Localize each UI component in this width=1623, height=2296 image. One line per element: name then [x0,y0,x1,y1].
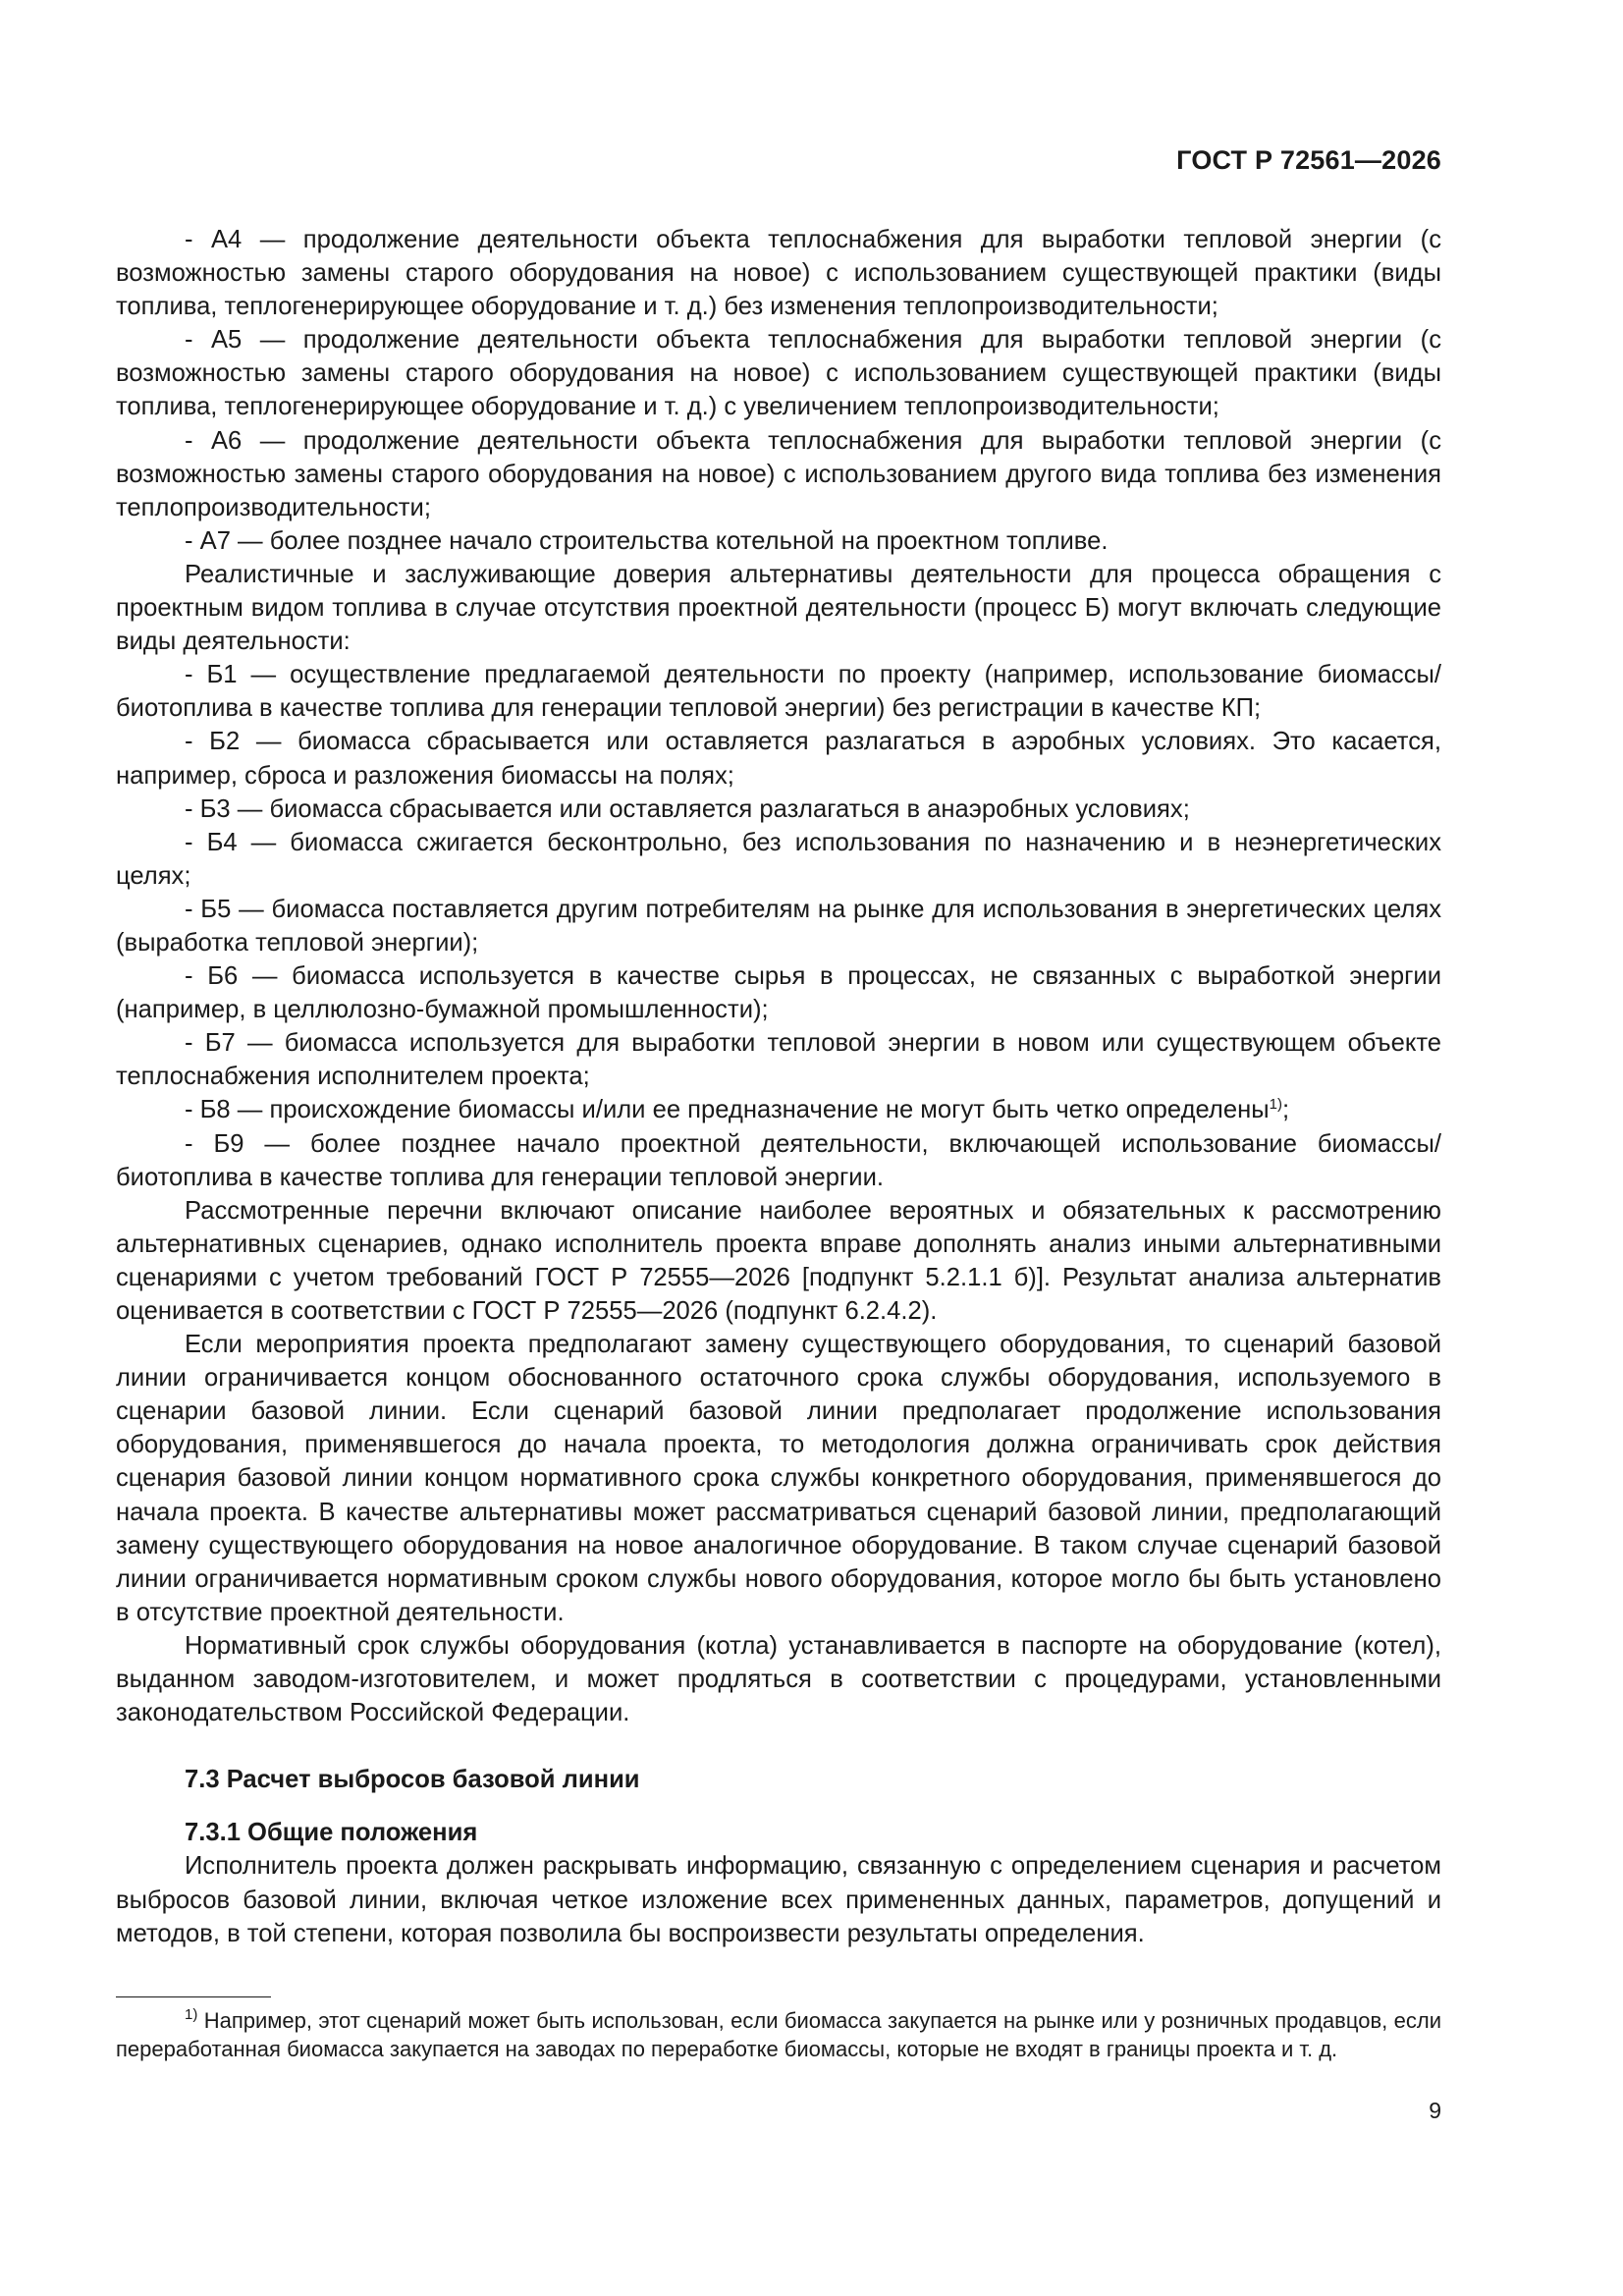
paragraph-disclosure: Исполнитель проекта должен раскрывать информацию, связанную с определением сценария и расчетом выбросов базовой линии, включая четкое изложение всех примененных данных, параметров, допущений и методов, в той степени, которая позволила бы воспроизвести результаты определения. [116,1852,1441,1947]
list-item-a4: - А4 — продолжение деятельности объекта теплоснабжения для выработки тепловой энергии (с возможностью замены старого оборудования на новое) с использованием существующей практики (виды топлива, теплогенерирующее оборудование и т. д.) без изменения теплопроизводительности; [116,226,1441,321]
standard-designation: ГОСТ Р 72561—2026 [1176,145,1441,175]
list-item-b8 [116,1093,1441,1126]
paragraph-service-life: Нормативный срок службы оборудования (котла) устанавливается в паспорте на оборудование (котел), выданном заводом-изготовителем, и может продляться в соответствии с процедурами, установленными законодательством Российской Федерации. [116,1631,1441,1727]
section-heading: 7.3 Расчет выбросов базовой линии [185,1766,640,1794]
subsection-heading: 7.3.1 Общие положения [185,1819,478,1847]
list-item-b1: - Б1 — осуществление предлагаемой деятельности по проекту (например, использование биомассы/ биотоплива в качестве топлива для генерации тепловой энергии) без регистрации в качестве КП; [116,661,1441,723]
list-item-b5: - Б5 — биомасса поставляется другим потребителям на рынке для использования в энергетических целях (выработка тепловой энергии); [116,895,1441,957]
list-item-a5: - А5 — продолжение деятельности объекта теплоснабжения для выработки тепловой энергии (с возможностью замены старого оборудования на новое) с использованием существующей практики (виды топлива, теплогенерирующее оборудование и т. д.) с увеличением теплопроизводительности; [116,326,1441,421]
list-item-a6: - А6 — продолжение деятельности объекта теплоснабжения для выработки тепловой энергии (с возможностью замены старого оборудования на новое) с использованием другого вида топлива без изменения теплопроизводительности; [116,426,1441,521]
list-item-b7: - Б7 — биомасса используется для выработки тепловой энергии в новом или существующем объекте теплоснабжения исполнителем проекта; [116,1029,1441,1091]
paragraph-equipment-replacement: Если мероприятия проекта предполагают замену существующего оборудования, то сценарий базовой линии ограничивается концом обоснованного остаточного срока службы оборудования, используемого в сценарии базовой линии. Если сценарий базовой линии предполагает продолжение использования оборудования, применявшегося до начала проекта, то методология должна ограничивать срок действия сценария базовой линии концом нормативного срока службы конкретного оборудования, применявшегося до начала проекта. В качестве альтернативы может рассматриваться сценарий базовой линии, предполагающий замену существующего оборудования на новое аналогичное оборудование. В таком случае сценарий базовой линии ограничивается нормативным сроком службы нового оборудования, которое могло бы быть установлено в отсутствие проектной деятельности. [116,1331,1441,1626]
list-item-a7: - А7 — более позднее начало строительства котельной на проектном топливе. [185,526,1109,555]
list-item-b3: - Б3 — биомасса сбрасывается или оставляется разлагаться в анаэробных условиях; [185,794,1190,823]
list-item-b6: - Б6 — биомасса используется в качестве сырья в процессах, не связанных с выработкой энергии (например, в целлюлозно-бумажной промышленности); [116,962,1441,1024]
list-item-b4: - Б4 — биомасса сжигается бесконтрольно, без использования по назначению и в неэнергетических целях; [116,828,1441,890]
list-item-b9: - Б9 — более позднее начало проектной деятельности, включающей использование биомассы/ биотоплива в качестве топлива для генерации тепловой энергии. [116,1129,1441,1191]
footnote-text: Например, этот сценарий может быть использован, если биомасса закупается на рынке или у розничных продавцов, если переработанная биомасса закупается на заводах по переработке биомассы, которые не входят в границы проекта и т. д. [116,2008,1441,2061]
page-number: 9 [1429,2098,1441,2123]
list-item-b8-text: - Б8 — происхождение биомассы и/или ее предназначение не могут быть четко определены [185,1096,1270,1124]
list-item-b8-tail: ; [1281,1096,1290,1124]
footnote-divider [116,1996,271,1997]
footnote-reference[interactable]: 1) [1269,1096,1282,1114]
paragraph-lists-summary: Рассмотренные перечни включают описание наиболее вероятных и обязательных к рассмотрению альтернативных сценариев, однако исполнитель проекта вправе дополнять анализ иными альтернативными сценариями с учетом требований ГОСТ Р 72555—2026 [подпункт 5.2.1.1 б)]. Результат анализа альтернатив оценивается в соответствии с ГОСТ Р 72555—2026 (подпункт 6.2.4.2). [116,1196,1441,1325]
list-item-b2: - Б2 — биомасса сбрасывается или оставляется разлагаться в аэробных условиях. Это касается, например, сброса и разложения биомассы на полях; [116,728,1441,790]
paragraph-process-b-intro: Реалистичные и заслуживающие доверия альтернативы деятельности для процесса обращения с проектным видом топлива в случае отсутствия проектной деятельности (процесс Б) могут включать следующие виды деятельности: [116,560,1441,656]
footnote-marker: 1) [185,2006,198,2023]
footnote [116,2006,1441,2063]
main-text [116,223,1441,1950]
